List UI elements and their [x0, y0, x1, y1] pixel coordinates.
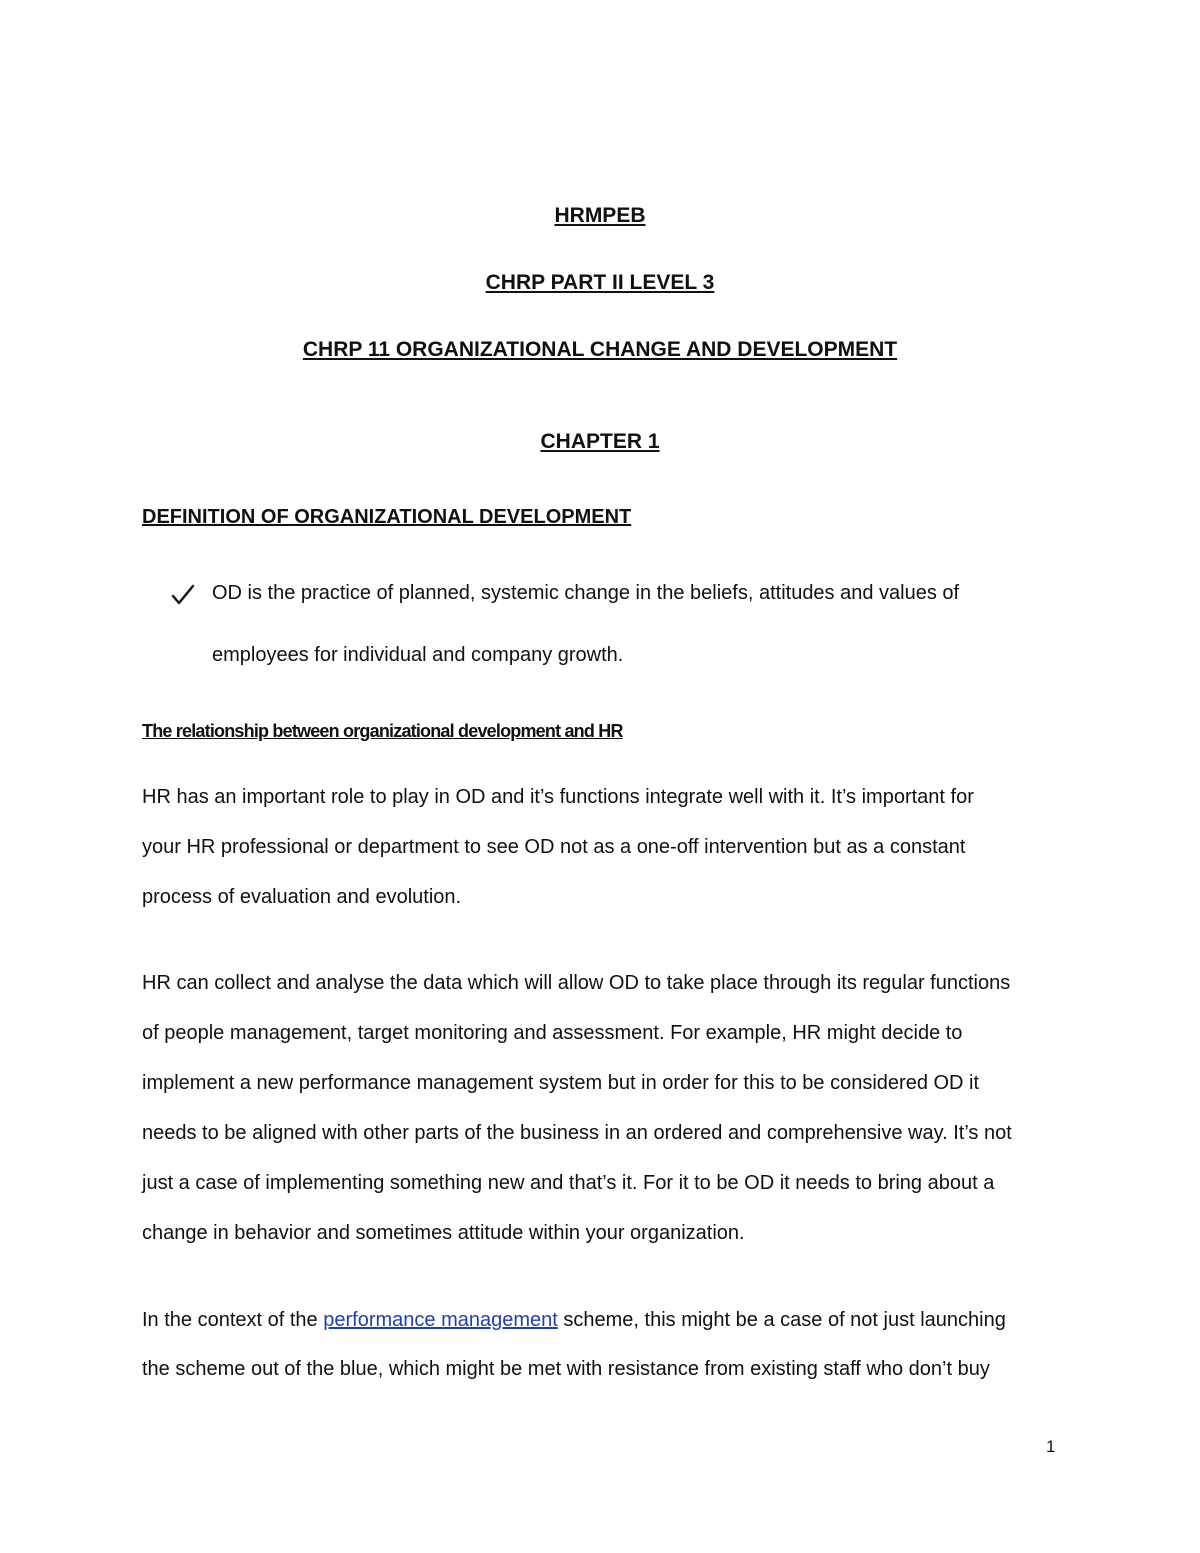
subheading: The relationship between organizational development and HR	[142, 721, 623, 741]
paragraph3-text-after-link: scheme, this might be a case of not just launching	[557, 1309, 1006, 1331]
paragraph3-line-1	[142, 1309, 1006, 1332]
paragraph3-line-2: the scheme out of the blue, which might be met with resistance from existing staff who don’t buy	[142, 1358, 990, 1380]
bullet-text-line-1: OD is the practice of planned, systemic change in the beliefs, attitudes and values of	[212, 582, 960, 604]
chapter-title: CHAPTER 1	[540, 430, 660, 453]
paragraph1-line-1: HR has an important role to play in OD and it’s functions integrate well with it. It’s important for	[142, 786, 974, 808]
bullet-text-line-2: employees for individual and company growth.	[212, 644, 624, 666]
checkmark-icon	[170, 582, 196, 608]
course-title: CHRP 11 ORGANIZATIONAL CHANGE AND DEVELOPMENT	[302, 338, 898, 361]
paragraph2-line-1: HR can collect and analyse the data which will allow OD to take place through its regular functions	[142, 972, 1011, 994]
paragraph2-line-6: change in behavior and sometimes attitude within your organization.	[142, 1222, 745, 1244]
paragraph2-line-4: needs to be aligned with other parts of the business in an ordered and comprehensive way. It’s not	[142, 1122, 1012, 1144]
paragraph2-line-2: of people management, target monitoring and assessment. For example, HR might decide to	[142, 1022, 963, 1044]
paragraph1-line-2: your HR professional or department to see OD not as a one-off intervention but as a constant	[142, 836, 966, 858]
doc-code-title: HRMPEB	[554, 204, 646, 227]
paragraph2-line-3: implement a new performance management system but in order for this to be considered OD it	[142, 1072, 980, 1094]
paragraph3-text-before-link: In the context of the	[142, 1309, 324, 1331]
section-heading: DEFINITION OF ORGANIZATIONAL DEVELOPMENT	[142, 506, 632, 528]
course-level-title: CHRP PART II LEVEL 3	[485, 271, 715, 294]
performance-management-link[interactable]: performance management	[323, 1309, 558, 1331]
page-number: 1	[1046, 1437, 1056, 1456]
paragraph1-line-3: process of evaluation and evolution.	[142, 886, 462, 908]
paragraph2-line-5: just a case of implementing something new and that’s it. For it to be OD it needs to bring about a	[142, 1172, 995, 1194]
